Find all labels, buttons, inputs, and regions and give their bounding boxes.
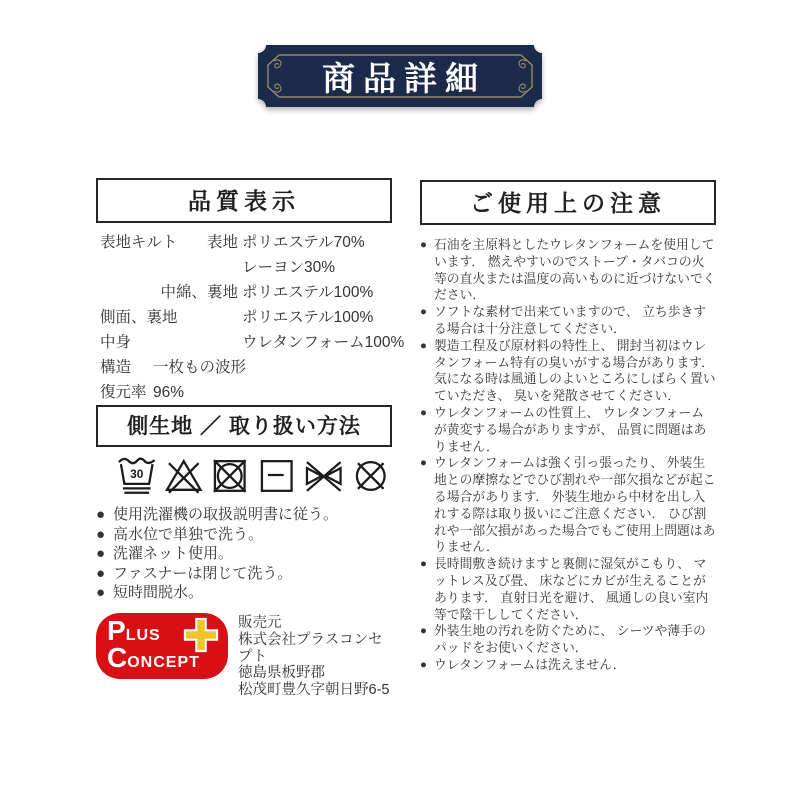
- caution-item-text: ウレタンフォームは洗えません．: [434, 656, 626, 672]
- list-item: [420, 338, 716, 405]
- list-item: [420, 455, 716, 556]
- care-item-text: 高水位で単独で洗う。: [113, 525, 264, 543]
- caution-list: [420, 237, 716, 674]
- spec-label: 表地キルト: [100, 234, 178, 251]
- spec-value: レーヨン30%: [242, 259, 336, 276]
- spec-row: [100, 305, 392, 330]
- caution-item-text: 石油を主原料としたウレタンフォームを使用しています． 燃えやすいのでストーブ・タバコの火等の直火または温度の高いものに近づけないでください．: [434, 237, 716, 303]
- logo-letter: P: [107, 614, 126, 646]
- bullet-icon: ●: [96, 564, 106, 582]
- spec-row-structure: [100, 355, 392, 380]
- spec-row: [100, 230, 392, 255]
- caution-item-text: ソフトな素材で出来ていますので、 立ち歩きする場合は十分注意してください．: [434, 304, 707, 336]
- seller-label: 販売元: [238, 614, 282, 631]
- list-item: [96, 505, 392, 525]
- list-item: [420, 623, 716, 657]
- spec-value: ポリエステル100%: [242, 284, 374, 301]
- quality-section-title: 品質表示: [96, 178, 392, 223]
- right-column: [420, 180, 716, 674]
- product-detail-banner: [258, 45, 542, 107]
- bullet-icon: ●: [96, 584, 106, 602]
- plus-icon: [183, 617, 219, 653]
- no-wring-icon: [302, 453, 345, 497]
- spec-label: 中身: [100, 334, 132, 351]
- spec-row-recovery: [100, 380, 392, 405]
- bullet-icon: ●: [96, 506, 106, 523]
- seller-address-line2: 松茂町豊久字朝日野6-5: [238, 682, 390, 699]
- bullet-icon: ●: [420, 406, 427, 419]
- bullet-icon: ●: [420, 658, 427, 671]
- spec-value: 一枚もの波形: [153, 359, 247, 376]
- spec-row: [100, 280, 392, 305]
- seller-address-line1: 徳島県板野郡: [238, 665, 325, 682]
- no-tumble-dry-icon: [209, 453, 251, 497]
- bullet-icon: ●: [420, 239, 427, 251]
- bullet-icon: ●: [420, 558, 427, 571]
- care-item-text: 洗濯ネット使用。: [113, 545, 234, 563]
- seller-address: [238, 613, 392, 699]
- spec-row: [100, 330, 405, 355]
- logo-letters: ONCEPT: [127, 653, 200, 671]
- list-item: [420, 237, 716, 304]
- caution-item-text: 長時間敷き続けますと裏側に湿気がこもり、 マットレス及び畳、 床などにカビが生えることがあります． 直射日光を避け、 風通しの良い室内等で陰干ししてください．: [434, 556, 709, 622]
- seller-company: 株式会社プラスコンセプト: [238, 631, 383, 665]
- care-section-title: 側生地 ／ 取り扱い方法: [96, 405, 392, 447]
- spec-label: 復元率: [100, 384, 147, 401]
- spec-label: 構造: [100, 359, 132, 376]
- logo-letter: C: [107, 641, 128, 673]
- logo-letters: LUS: [125, 626, 161, 644]
- quality-spec-table: [96, 230, 405, 405]
- caution-item-text: 製造工程及び原材料の特性上、 開封当初はウレタンフォーム特有の臭いがする場合があります． 気になる時は風通しのよいところにしばらく置いていただき、 臭いを発散させてください．: [434, 337, 716, 404]
- page-title: 商品詳細: [322, 61, 486, 98]
- care-instructions-list: [96, 505, 392, 603]
- caution-item-text: ウレタンフォームは強く引っ張ったり、 外装生地との摩擦などでひび割れや一部欠損などが起こる場合があります． 外装生地から中材を出し入れする際は取り扱いにご注意ください． ひび割れや一部欠損があった場合でもご使用上問題はありません．: [434, 455, 716, 555]
- spec-value: ポリエステル100%: [242, 309, 374, 326]
- no-dry-clean-icon: [350, 453, 392, 497]
- spec-row: [100, 255, 392, 280]
- caution-section-title: ご使用上の注意: [420, 180, 716, 225]
- list-item: [420, 556, 716, 623]
- left-column: [96, 178, 405, 699]
- seller-block: [96, 613, 392, 699]
- caution-item-text: 外装生地の汚れを防ぐために、 シーツや薄手のパッドをお使いください．: [434, 623, 706, 656]
- care-item-text: 短時間脱水。: [113, 584, 204, 602]
- bullet-icon: ●: [420, 306, 427, 319]
- spec-value: ウレタンフォーム100%: [242, 334, 405, 351]
- dry-flat-icon: [256, 453, 298, 497]
- wash-30-gentle-icon: [116, 453, 158, 497]
- bullet-icon: ●: [96, 525, 106, 543]
- no-bleach-icon: [163, 453, 205, 497]
- list-item: [420, 657, 716, 674]
- list-item: [96, 564, 392, 584]
- spec-value: 96%: [153, 384, 185, 401]
- bullet-icon: ●: [420, 339, 427, 352]
- bullet-icon: ●: [96, 545, 106, 563]
- spec-sublabel: 表地: [206, 234, 238, 251]
- bullet-icon: ●: [420, 625, 427, 638]
- care-item-text: 使用洗濯機の取扱説明書に従う。: [113, 506, 339, 523]
- wash-temp-label: 30: [130, 466, 144, 481]
- list-item: [96, 525, 392, 545]
- plus-concept-logo: [96, 613, 228, 679]
- caution-item-text: ウレタンフォームの性質上、 ウレタンフォームが黄変する場合がありますが、 品質に問題はありません．: [434, 404, 707, 454]
- bullet-icon: ●: [420, 457, 427, 470]
- list-item: [96, 583, 392, 603]
- spec-sublabel: 中綿、裏地: [160, 284, 238, 301]
- list-item: [96, 544, 392, 564]
- laundry-symbols: [96, 453, 392, 497]
- spec-value: ポリエステル70%: [242, 234, 365, 251]
- list-item: [420, 405, 716, 455]
- spec-label: 側面、裏地: [100, 309, 178, 326]
- care-item-text: ファスナーは閉じて洗う。: [113, 564, 293, 582]
- list-item: [420, 304, 716, 338]
